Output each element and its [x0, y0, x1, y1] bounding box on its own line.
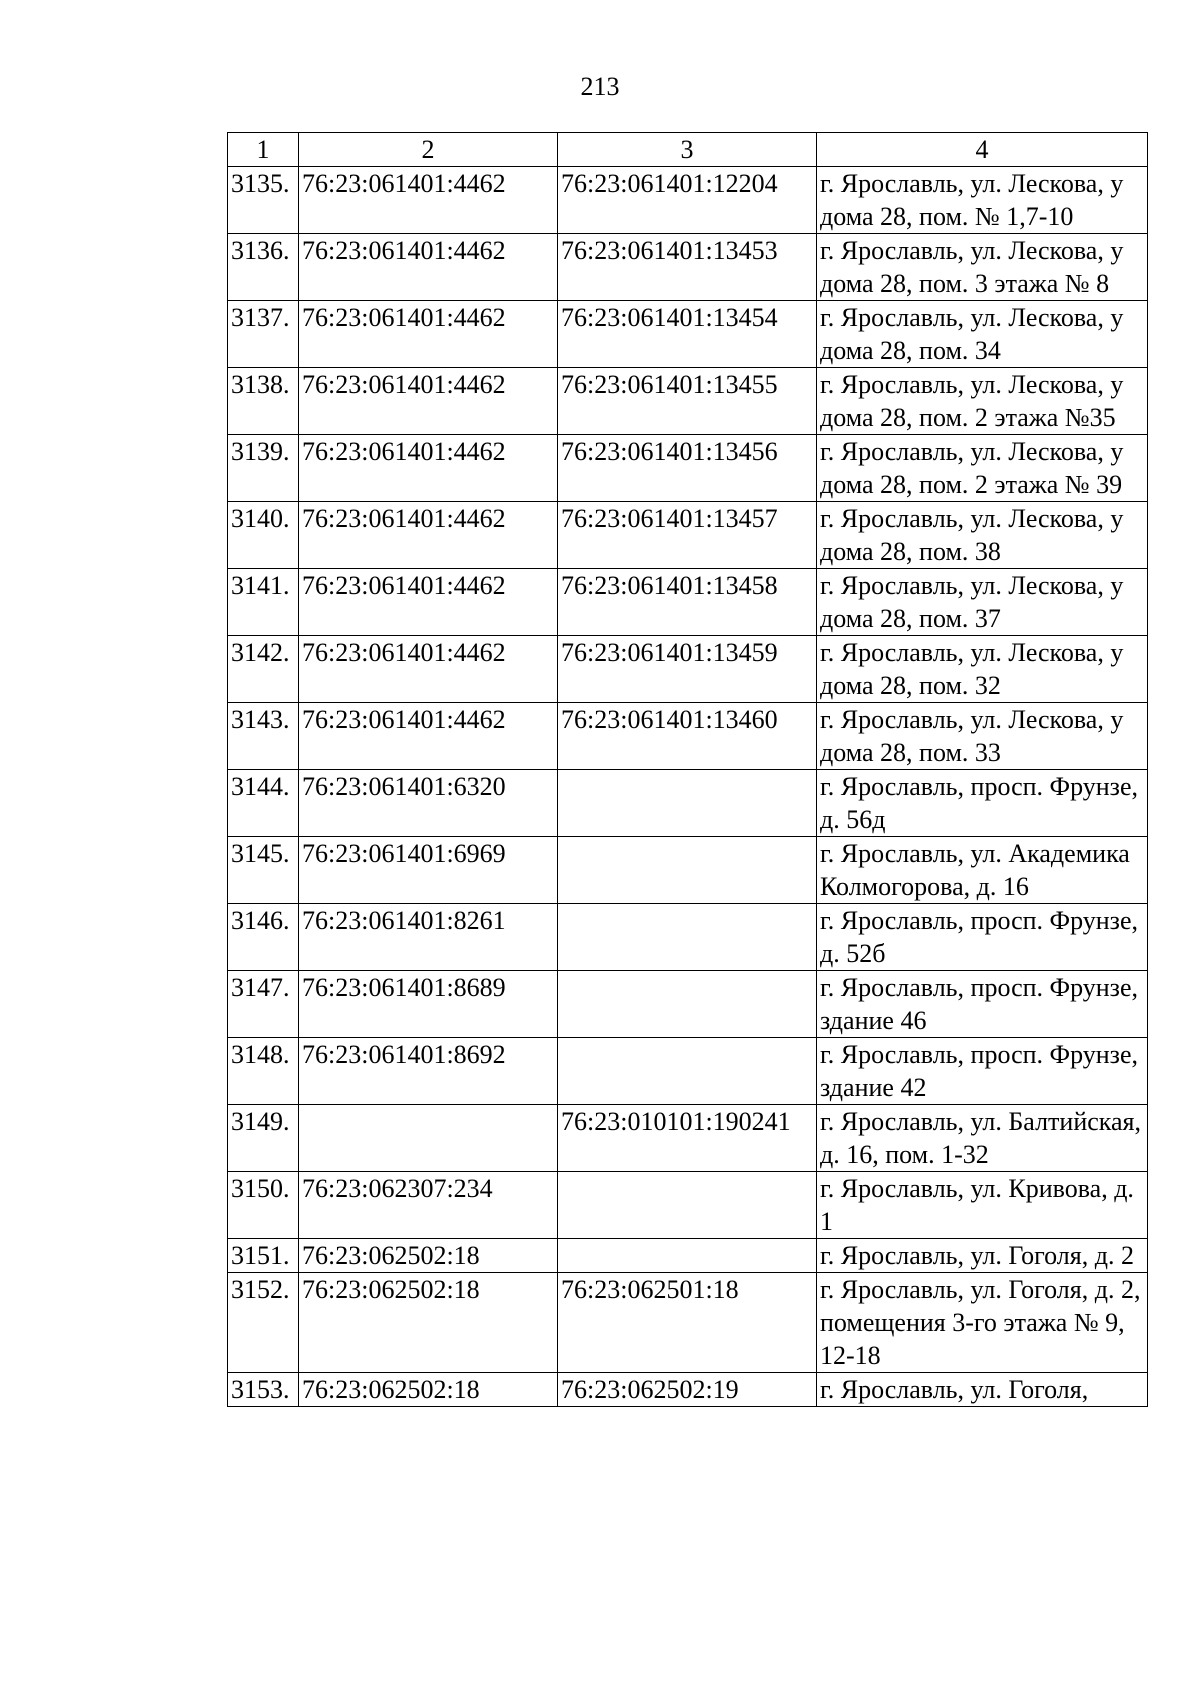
- object-number-cell: 76:23:061401:13455: [558, 368, 817, 435]
- object-number-cell: [558, 971, 817, 1038]
- cadastral-number-cell: 76:23:062502:18: [299, 1273, 558, 1373]
- address-cell: г. Ярославль, ул. Лескова, у дома 28, пом. 38: [817, 502, 1148, 569]
- row-number-cell: 3135.: [228, 167, 299, 234]
- header-row: [228, 133, 1148, 167]
- cadastral-number-cell: 76:23:061401:6969: [299, 837, 558, 904]
- row-number-cell: 3140.: [228, 502, 299, 569]
- address-cell: г. Ярославль, просп. Фрунзе, д. 56д: [817, 770, 1148, 837]
- table-row: [228, 234, 1148, 301]
- address-cell: г. Ярославль, просп. Фрунзе, здание 42: [817, 1038, 1148, 1105]
- cadastral-number-cell: 76:23:061401:4462: [299, 435, 558, 502]
- row-number-cell: 3146.: [228, 904, 299, 971]
- table-row: [228, 435, 1148, 502]
- cadastral-number-cell: 76:23:061401:4462: [299, 167, 558, 234]
- table-row: [228, 502, 1148, 569]
- row-number-cell: 3145.: [228, 837, 299, 904]
- object-number-cell: 76:23:062501:18: [558, 1273, 817, 1373]
- header-col-3: 3: [558, 133, 817, 167]
- address-cell: г. Ярославль, ул. Лескова, у дома 28, пом. 37: [817, 569, 1148, 636]
- row-number-cell: 3152.: [228, 1273, 299, 1373]
- address-cell: г. Ярославль, просп. Фрунзе, здание 46: [817, 971, 1148, 1038]
- row-number-cell: 3153.: [228, 1373, 299, 1407]
- address-cell: г. Ярославль, ул. Лескова, у дома 28, пом. 34: [817, 301, 1148, 368]
- address-cell: г. Ярославль, ул. Гоголя,: [817, 1373, 1148, 1407]
- address-cell: г. Ярославль, ул. Кривова, д. 1: [817, 1172, 1148, 1239]
- address-cell: г. Ярославль, ул. Балтийская, д. 16, пом. 1-32: [817, 1105, 1148, 1172]
- object-number-cell: [558, 904, 817, 971]
- address-cell: г. Ярославль, просп. Фрунзе, д. 52б: [817, 904, 1148, 971]
- table-row: [228, 569, 1148, 636]
- row-number-cell: 3147.: [228, 971, 299, 1038]
- cadastral-number-cell: 76:23:061401:4462: [299, 703, 558, 770]
- cadastral-number-cell: 76:23:061401:6320: [299, 770, 558, 837]
- object-number-cell: 76:23:061401:13454: [558, 301, 817, 368]
- table-row: [228, 971, 1148, 1038]
- cadastral-number-cell: 76:23:061401:4462: [299, 301, 558, 368]
- address-cell: г. Ярославль, ул. Лескова, у дома 28, пом. 2 этажа №35: [817, 368, 1148, 435]
- row-number-cell: 3136.: [228, 234, 299, 301]
- table-row: [228, 636, 1148, 703]
- table-row: [228, 770, 1148, 837]
- row-number-cell: 3144.: [228, 770, 299, 837]
- table-row: [228, 301, 1148, 368]
- address-cell: г. Ярославль, ул. Лескова, у дома 28, пом. № 1,7-10: [817, 167, 1148, 234]
- object-number-cell: [558, 770, 817, 837]
- table-row: [228, 1273, 1148, 1373]
- cadastral-number-cell: 76:23:062502:18: [299, 1239, 558, 1273]
- address-cell: г. Ярославль, ул. Лескова, у дома 28, пом. 3 этажа № 8: [817, 234, 1148, 301]
- row-number-cell: 3137.: [228, 301, 299, 368]
- cadastral-number-cell: 76:23:061401:8692: [299, 1038, 558, 1105]
- table-row: [228, 1373, 1148, 1407]
- row-number-cell: 3142.: [228, 636, 299, 703]
- object-number-cell: [558, 1038, 817, 1105]
- address-cell: г. Ярославль, ул. Гоголя, д. 2: [817, 1239, 1148, 1273]
- cadastral-number-cell: 76:23:061401:4462: [299, 569, 558, 636]
- address-cell: г. Ярославль, ул. Академика Колмогорова, д. 16: [817, 837, 1148, 904]
- object-number-cell: 76:23:061401:13458: [558, 569, 817, 636]
- cadastral-number-cell: 76:23:062307:234: [299, 1172, 558, 1239]
- object-number-cell: 76:23:061401:13453: [558, 234, 817, 301]
- row-number-cell: 3149.: [228, 1105, 299, 1172]
- address-cell: г. Ярославль, ул. Лескова, у дома 28, пом. 33: [817, 703, 1148, 770]
- row-number-cell: 3139.: [228, 435, 299, 502]
- object-number-cell: 76:23:061401:12204: [558, 167, 817, 234]
- table-row: [228, 904, 1148, 971]
- cadastral-number-cell: 76:23:061401:8689: [299, 971, 558, 1038]
- address-cell: г. Ярославль, ул. Лескова, у дома 28, пом. 2 этажа № 39: [817, 435, 1148, 502]
- row-number-cell: 3150.: [228, 1172, 299, 1239]
- object-number-cell: 76:23:010101:190241: [558, 1105, 817, 1172]
- table-body: [228, 167, 1148, 1407]
- table-row: [228, 368, 1148, 435]
- address-cell: г. Ярославль, ул. Лескова, у дома 28, пом. 32: [817, 636, 1148, 703]
- table-row: [228, 1038, 1148, 1105]
- object-number-cell: 76:23:061401:13456: [558, 435, 817, 502]
- table-row: [228, 1105, 1148, 1172]
- table-row: [228, 167, 1148, 234]
- row-number-cell: 3151.: [228, 1239, 299, 1273]
- table-row: [228, 837, 1148, 904]
- object-number-cell: [558, 837, 817, 904]
- cadastral-number-cell: 76:23:061401:4462: [299, 636, 558, 703]
- address-cell: г. Ярославль, ул. Гоголя, д. 2, помещения 3-го этажа № 9, 12-18: [817, 1273, 1148, 1373]
- table-row: [228, 1172, 1148, 1239]
- object-number-cell: [558, 1172, 817, 1239]
- row-number-cell: 3141.: [228, 569, 299, 636]
- object-number-cell: 76:23:062502:19: [558, 1373, 817, 1407]
- registry-table: [227, 132, 1148, 1407]
- object-number-cell: 76:23:061401:13457: [558, 502, 817, 569]
- page-number: 213: [580, 72, 620, 101]
- cadastral-number-cell: 76:23:061401:4462: [299, 502, 558, 569]
- row-number-cell: 3143.: [228, 703, 299, 770]
- cadastral-number-cell: 76:23:061401:8261: [299, 904, 558, 971]
- header-col-1: 1: [228, 133, 299, 167]
- object-number-cell: [558, 1239, 817, 1273]
- cadastral-number-cell: 76:23:061401:4462: [299, 368, 558, 435]
- table-row: [228, 703, 1148, 770]
- cadastral-number-cell: 76:23:061401:4462: [299, 234, 558, 301]
- object-number-cell: 76:23:061401:13460: [558, 703, 817, 770]
- row-number-cell: 3148.: [228, 1038, 299, 1105]
- table-row: [228, 1239, 1148, 1273]
- cadastral-number-cell: [299, 1105, 558, 1172]
- cadastral-number-cell: 76:23:062502:18: [299, 1373, 558, 1407]
- row-number-cell: 3138.: [228, 368, 299, 435]
- object-number-cell: 76:23:061401:13459: [558, 636, 817, 703]
- header-col-4: 4: [817, 133, 1148, 167]
- header-col-2: 2: [299, 133, 558, 167]
